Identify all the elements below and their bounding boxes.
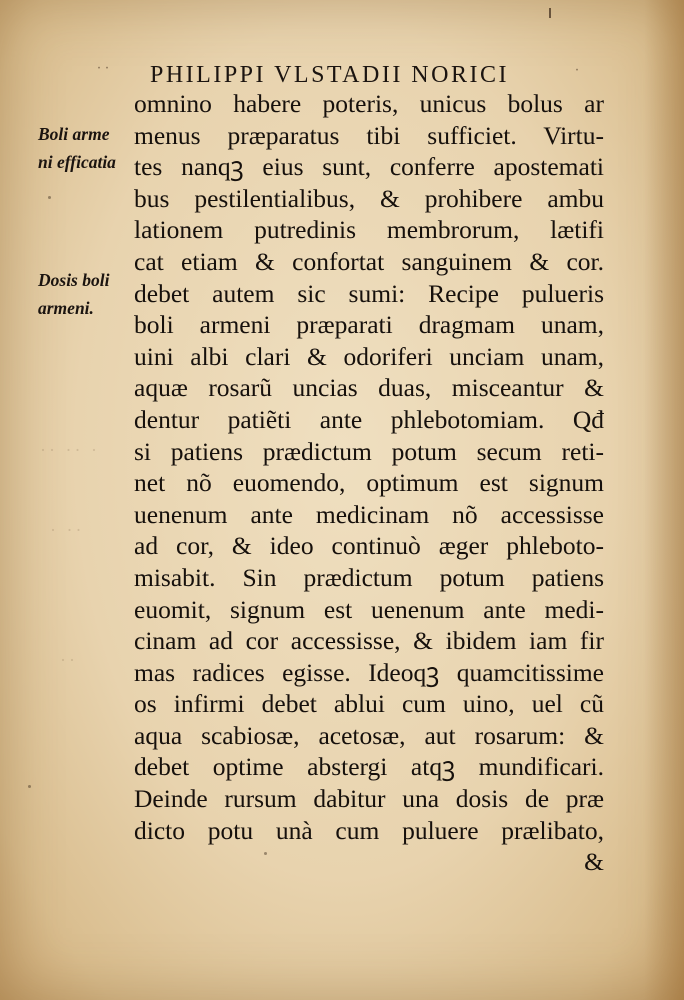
text-line: dentur patiẽti ante phlebotomiam. Qđ	[134, 404, 604, 434]
text-line: aquæ rosarũ uncias duas, misceantur &	[134, 373, 604, 403]
running-head: PHILIPPI VLSTADII NORICI	[150, 62, 509, 88]
text-line: net nõ euomendo, optimum est signum	[134, 468, 604, 498]
text-line: omnino habere poteris, unicus bolus ar	[134, 89, 604, 118]
text-line: mas radices egisse. Ideoqꝫ quamcitissime	[134, 657, 604, 687]
text-line: menus præparatus tibi sufficiet. Virtu-	[134, 120, 604, 150]
text-line: dicto potu unà cum puluere prælibato,	[134, 815, 604, 845]
text-line: Deinde rursum dabitur una dosis de præ	[134, 784, 604, 814]
page-edge-shadow	[644, 0, 684, 1000]
marginal-note-line: ni efficatia	[38, 152, 116, 172]
text-line: os infirmi debet ablui cum uino, uel cũ	[134, 689, 604, 719]
text-line: si patiens prædictum potum secum reti-	[134, 436, 604, 466]
head-ornament-left: ˙˙	[95, 64, 111, 83]
marginal-note-dosis-boli-armeni	[38, 266, 109, 322]
text-line: misabit. Sin prædictum potum patiens	[134, 562, 604, 592]
catchword: &	[584, 847, 604, 877]
show-through-smudge: ··	[60, 650, 78, 670]
text-line: aqua scabiosæ, acetosæ, aut rosarum: &	[134, 720, 604, 750]
text-line: euomit, signum est uenenum ante medi-	[134, 594, 604, 624]
marginal-note-line: Dosis boli	[38, 270, 110, 290]
text-line: uini albi clari & odoriferi unciam unam,	[134, 341, 604, 371]
text-line: lationem putredinis membrorum, lætifi	[134, 215, 604, 245]
marginal-note-boli-armeni-efficatia	[38, 120, 116, 176]
marginal-note-line: Boli arme	[38, 124, 110, 144]
text-line: cat etiam & confortat sanguinem & cor.	[134, 246, 604, 276]
body-text-block	[134, 88, 604, 878]
show-through-smudge: · ··	[50, 520, 85, 540]
text-line: debet autem sic sumi: Recipe pulueris	[134, 278, 604, 308]
text-line: bus pestilentialibus, & prohibere ambu	[134, 183, 604, 213]
text-line: ad cor, & ideo continuò æger phleboto-	[134, 531, 604, 561]
marginal-note-line: armeni.	[38, 298, 94, 318]
text-line: tes nanqꝫ eius sunt, conferre apostemati	[134, 152, 604, 182]
page-mark	[549, 8, 551, 18]
text-line: debet optime abstergi atqꝫ mundificari.	[134, 752, 604, 782]
ink-speck	[28, 785, 31, 788]
ink-speck	[48, 196, 51, 199]
text-line: cinam ad cor accessisse, & ibidem iam fir	[134, 626, 604, 656]
head-ornament-right: ˙	[573, 66, 581, 85]
text-line: uenenum ante medicinam nõ accessisse	[134, 499, 604, 529]
text-line: boli armeni præparati dragmam unam,	[134, 310, 604, 340]
show-through-smudge: ·· ·· ·	[40, 440, 100, 460]
